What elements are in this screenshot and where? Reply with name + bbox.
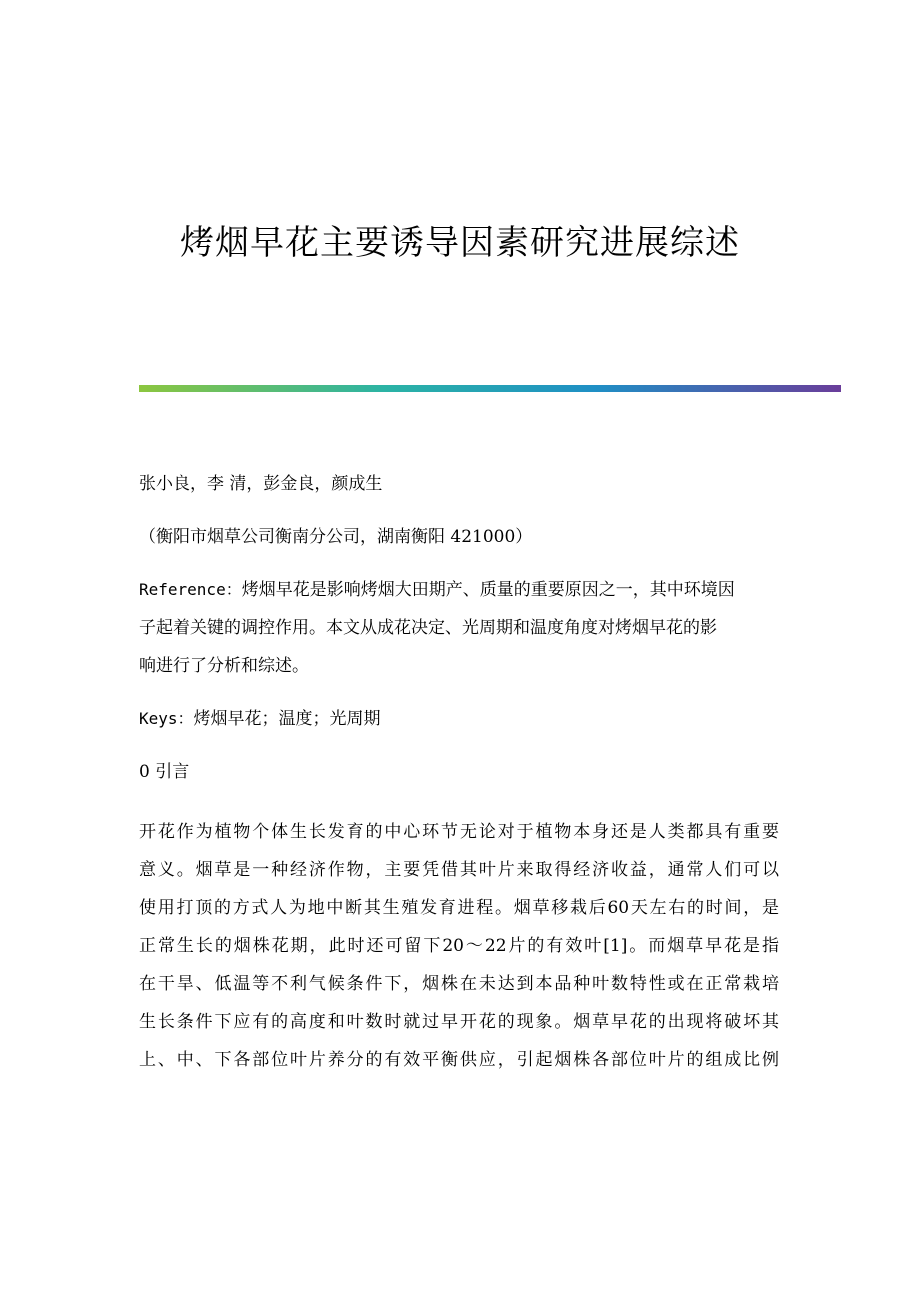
keywords-text: 烤烟早花；温度；光周期 xyxy=(193,709,381,729)
intro-line: 意义。烟草是一种经济作物，主要凭借其叶片来取得经济收益，通常人们可以 xyxy=(139,860,779,880)
paper-title: 烤烟早花主要诱导因素研究进展综述 xyxy=(180,223,740,263)
authors: 张小良，李 清，彭金良，颜成生 xyxy=(139,474,383,494)
abstract-text: 烤烟早花是影响烤烟大田期产、质量的重要原因之一，其中环境因 xyxy=(241,580,735,600)
affiliation: （衡阳市烟草公司衡南分公司，湖南衡阳 421000） xyxy=(139,527,533,547)
keywords-label: Keys： xyxy=(139,709,194,728)
abstract-label: Reference： xyxy=(139,580,242,599)
abstract-line: 子起着关键的调控作用。本文从成花决定、光周期和温度角度对烤烟早花的影 xyxy=(139,618,717,638)
intro-line: 使用打顶的方式人为地中断其生殖发育进程。烟草移栽后60天左右的时间，是 xyxy=(139,898,779,918)
intro-paragraph xyxy=(139,813,784,1079)
intro-line: 正常生长的烟株花期，此时还可留下20～22片的有效叶[1]。而烟草早花是指 xyxy=(139,936,779,956)
intro-line: 生长条件下应有的高度和叶数时就过早开花的现象。烟草早花的出现将破坏其 xyxy=(139,1012,779,1032)
gradient-divider xyxy=(139,385,841,392)
abstract-line: 响进行了分析和综述。 xyxy=(139,656,309,676)
section-heading: 0 引言 xyxy=(139,762,190,782)
abstract-line xyxy=(139,571,784,609)
paper-body xyxy=(139,465,784,1079)
intro-line: 在干旱、低温等不利气候条件下，烟株在未达到本品种叶数特性或在正常栽培 xyxy=(139,974,779,994)
abstract xyxy=(139,571,784,685)
keywords xyxy=(139,700,784,738)
intro-line: 上、中、下各部位叶片养分的有效平衡供应，引起烟株各部位叶片的组成比例 xyxy=(139,1050,779,1070)
intro-line: 开花作为植物个体生长发育的中心环节无论对于植物本身还是人类都具有重要 xyxy=(139,822,779,842)
